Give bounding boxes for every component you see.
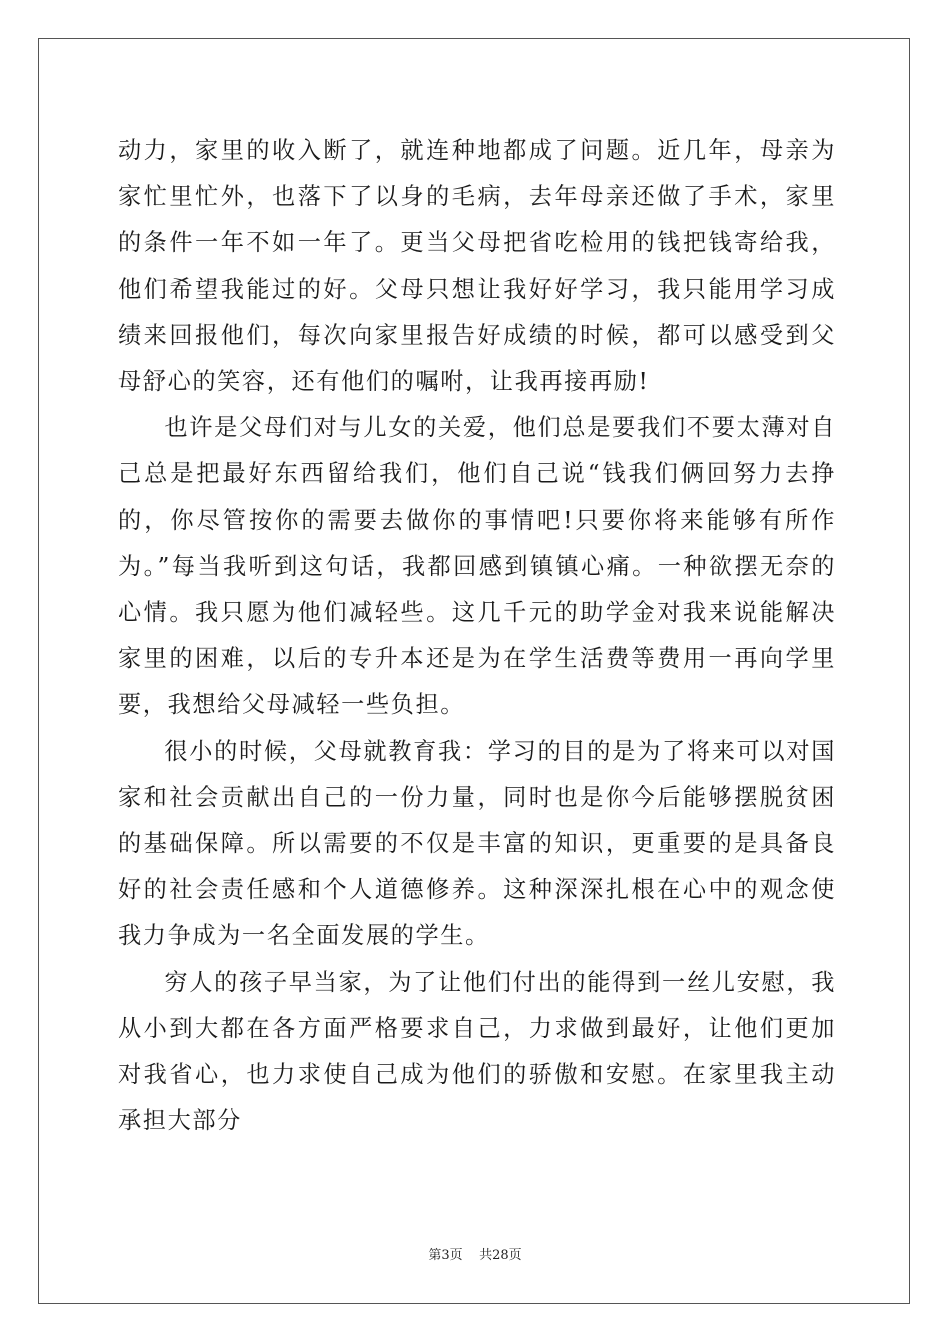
document-body xyxy=(118,128,836,1144)
paragraph-4: 穷人的孩子早当家，为了让他们付出的能得到一丝儿安慰，我从小到大都在各方面严格要求自己，力求做到最好，让他们更加对我省心，也力求使自己成为他们的骄傲和安慰。在家里我主动承担大部分 xyxy=(118,968,836,1135)
current-page-label: 第3页 xyxy=(428,1248,463,1263)
paragraph-2: 也许是父母们对与儿女的关爱，他们总是要我们不要太薄对自己总是把最好东西留给我们，他们自己说“钱我们俩回努力去挣的，你尽管按你的需要去做你的事情吧!只要你将来能够有所作为。”每当我听到这句话，我都回感到镇镇心痛。一种欲摆无奈的心情。我只愿为他们减轻些。这几千元的助学金对我来说能解决家里的困难，以后的专升本还是为在学生活费等费用一再向学里要，我想给父母减轻一些负担。 xyxy=(118,414,836,719)
paragraph-1: 动力，家里的收入断了，就连种地都成了问题。近几年，母亲为家忙里忙外，也落下了以身的毛病，去年母亲还做了手术，家里的条件一年不如一年了。更当父母把省吃检用的钱把钱寄给我，他们希望我能过的好。父母只想让我好好学习，我只能用学习成绩来回报他们，每次向家里报告好成绩的时候，都可以感受到父母舒心的笑容，还有他们的嘱咐，让我再接再励! xyxy=(118,137,836,396)
page-footer xyxy=(0,1247,950,1265)
paragraph-3: 很小的时候，父母就教育我：学习的目的是为了将来可以对国家和社会贡献出自己的一份力量，同时也是你今后能够摆脱贫困的基础保障。所以需要的不仅是丰富的知识，更重要的是具备良好的社会责任感和个人道德修养。这种深深扎根在心中的观念使我力争成为一名全面发展的学生。 xyxy=(118,737,836,950)
footer-gap xyxy=(463,1248,480,1263)
total-pages-label: 共28页 xyxy=(479,1248,522,1263)
